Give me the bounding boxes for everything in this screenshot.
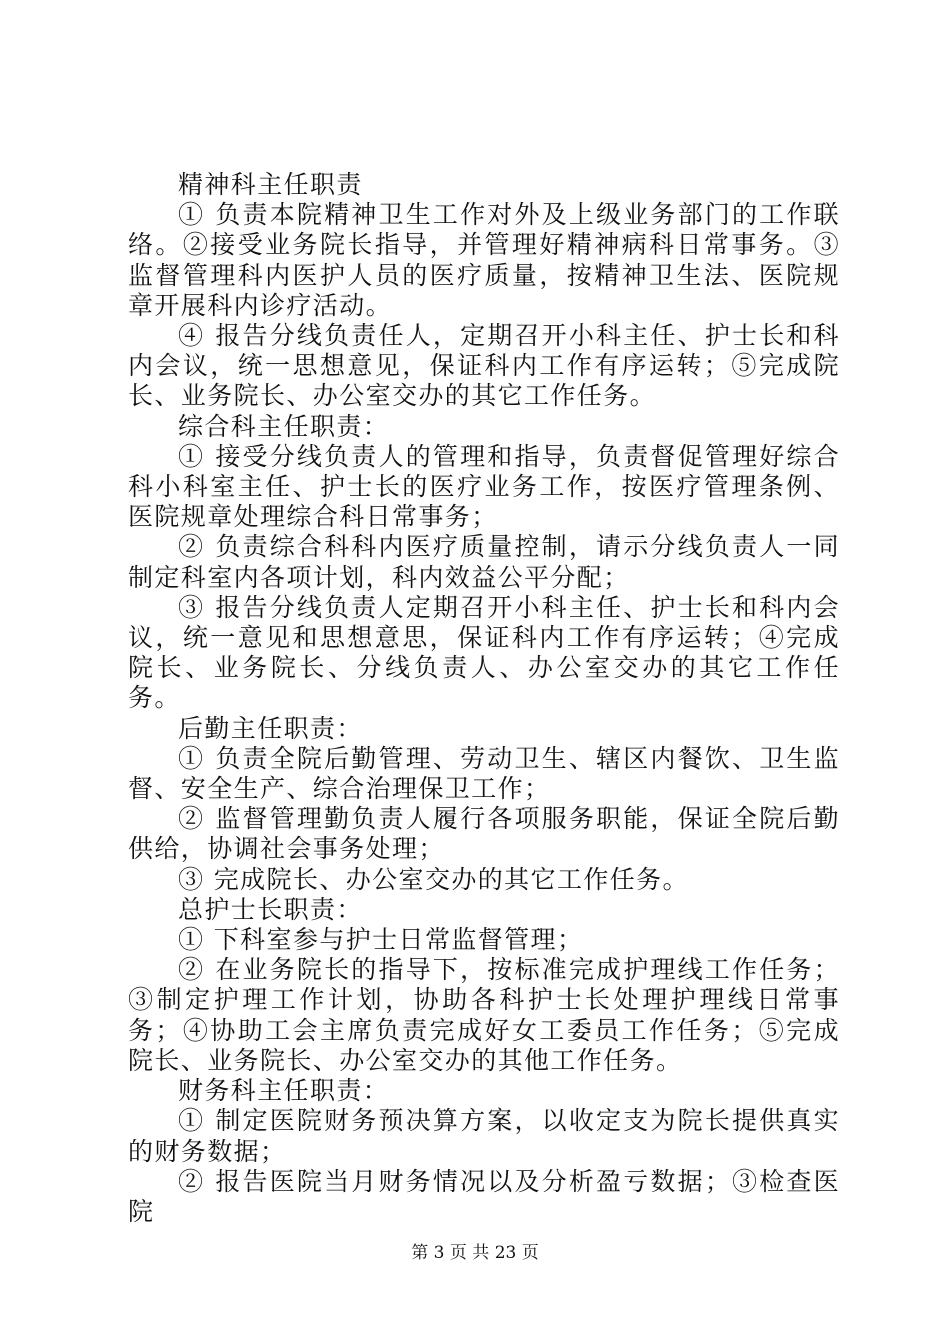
heading-logistics-director: 后勤主任职责： [178,713,363,743]
heading-head-nurse: 总护士长职责： [178,894,363,924]
paragraph: ② 在业务院长的指导下，按标准完成护理线工作任务；③制定护理工作计划，协助各科护士长处理护理线日常事务；④协助工会主席负责完成好女工委员工作任务；⑤完成院长、业务院长、办公室交办的其他工作任务。 [128,955,840,1075]
paragraph: ① 接受分线负责人的管理和指导，负责督促管理好综合科小科室主任、护士长的医疗业务工作，按医疗管理条例、医院规章处理综合科日常事务； [128,441,840,532]
heading-psychiatry-director: 精神科主任职责 [178,170,363,199]
paragraph: ③ 完成院长、办公室交办的其它工作任务。 [178,864,689,894]
paragraph: ② 负责综合科科内医疗质量控制，请示分线负责人一同制定科室内各项计划，科内效益公平分配； [128,532,840,592]
paragraph: ① 下科室参与护士日常监督管理； [178,925,584,955]
paragraph: ② 监督管理勤负责人履行各项服务职能，保证全院后勤供给，协调社会事务处理； [128,804,840,864]
paragraph: ① 负责本院精神卫生工作对外及上级业务部门的工作联络。②接受业务院长指导，并管理好精神病科日常事务。③监督管理科内医护人员的医疗质量，按精神卫生法、医院规章开展科内诊疗活动。 [128,200,840,320]
paragraph: ① 负责全院后勤管理、劳动卫生、辖区内餐饮、卫生监督、安全生产、综合治理保卫工作； [128,743,840,804]
document-body [128,170,840,1227]
paragraph: ③ 报告分线负责人定期召开小科主任、护士长和科内会议，统一意见和思想意思，保证科内工作有序运转；④完成院长、业务院长、分线负责人、办公室交办的其它工作任务。 [128,592,840,713]
heading-general-dept-director: 综合科主任职责： [178,411,390,441]
paragraph: ② 报告医院当月财务情况以及分析盈亏数据；③检查医院 [128,1166,840,1226]
paragraph: ④ 报告分线负责任人，定期召开小科主任、护士长和科内会议，统一思想意见，保证科内工作有序运转；⑤完成院长、业务院长、办公室交办的其它工作任务。 [128,321,840,411]
paragraph: ① 制定医院财务预决算方案，以收定支为院长提供真实的财务数据； [128,1106,840,1166]
heading-finance-director: 财务科主任职责： [178,1076,390,1106]
page-number-footer: 第 3 页 共 23 页 [411,1243,539,1263]
